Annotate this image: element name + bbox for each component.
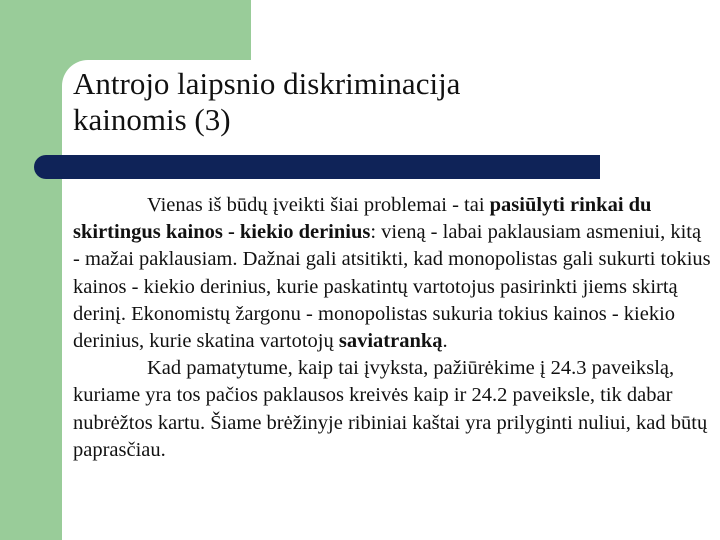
slide-title (73, 66, 673, 138)
paragraph-1-text-3: . (442, 330, 448, 353)
paragraph-1-bold-1: pasiūlyti rinkai du skirtingus kainos - kiekio derinius (73, 194, 652, 244)
paragraph-1-text-2: : vieną - labai paklausiam asmeniui, kitą - mažai paklausiam. Dažnai gali atsitikti, kad monopolistas gali sukurti tokius kainos - kiekio derinius, kurie paskatintų vartotojus pasirinkti jiems skirtą derinį. Ekonomistų žargonu - monopolistas sukuria tokius kainos - kiekio derinius, kurie skatina vartotojų (73, 221, 711, 353)
paragraph-2: Kad pamatytume, kaip tai įvyksta, pažiūrėkime į 24.3 paveikslą, kuriame yra tos pačios paklausos kreivės kaip ir 24.2 paveiksle, tik dabar nubrėžtos kartu. Šiame brėžinyje ribiniai kaštai yra prilyginti nuliui, kad būtų paprasčiau. (73, 357, 708, 461)
title-underline-bar (34, 155, 600, 179)
paragraph-1 (73, 192, 713, 355)
paragraph-1-text-1: Vienas iš būdų įveikti šiai problemai - tai (147, 194, 490, 216)
slide-title-line2: kainomis (3) (73, 102, 231, 137)
slide-title-line1: Antrojo laipsnio diskriminacija (73, 66, 461, 101)
paragraph-1-bold-2: saviatranką (338, 330, 443, 353)
slide-body (73, 192, 713, 464)
